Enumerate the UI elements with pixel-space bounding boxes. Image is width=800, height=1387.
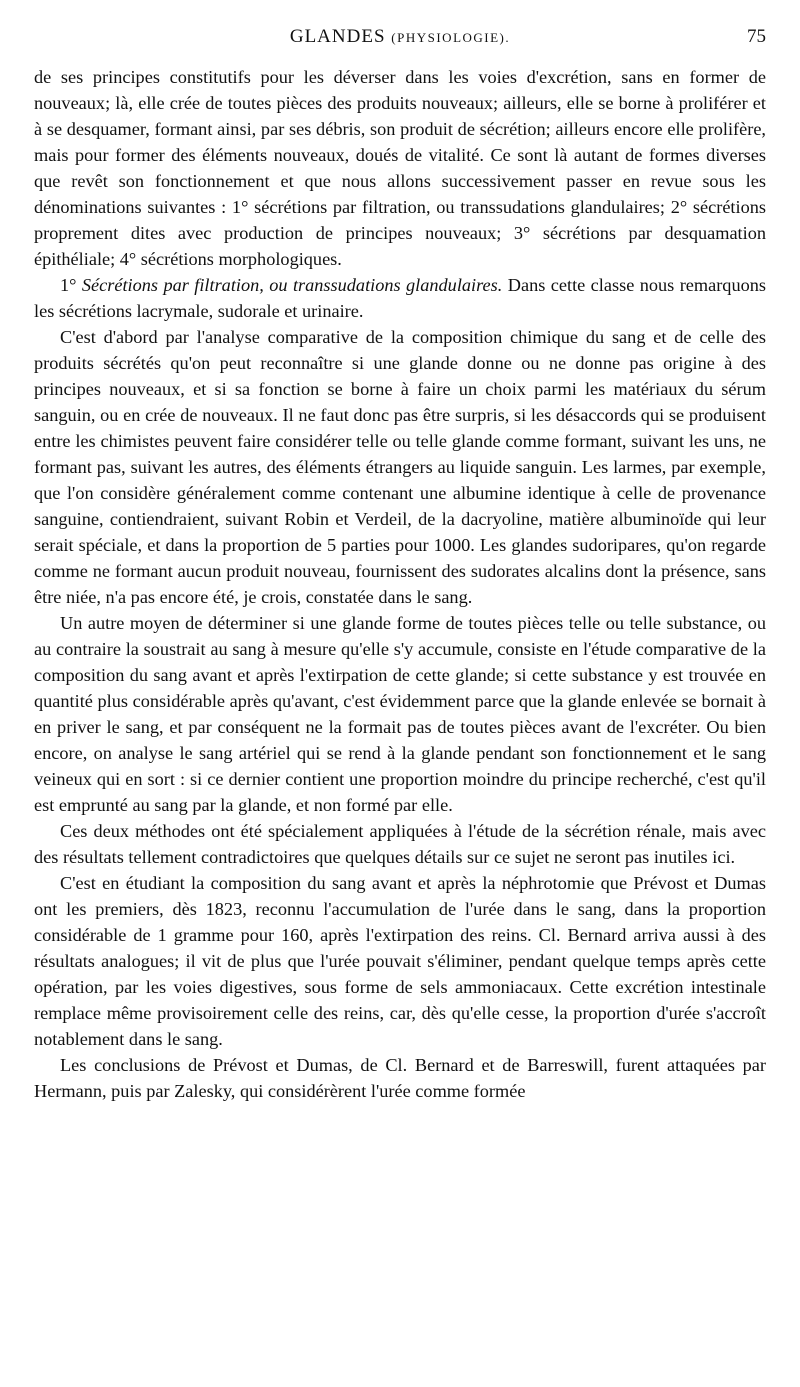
page-header	[34, 26, 766, 54]
paragraph-2	[34, 272, 766, 324]
page-number: 75	[747, 26, 766, 47]
paragraph-7: Les conclusions de Prévost et Dumas, de Cl. Bernard et de Barreswill, furent attaquées par Hermann, puis par Zalesky, qui considérèrent l'urée comme formée	[34, 1055, 766, 1101]
section-intro: Dans cette classe nous remarquons les sécrétions lacrymale, sudorale et urinaire.	[34, 275, 766, 321]
paragraph-1: de ses principes constitutifs pour les déverser dans les voies d'excrétion, sans en former de nouveaux; là, elle crée de toutes pièces des produits nouveaux; ailleurs, elle se borne à proliférer et à se desquamer, formant ainsi, par ses débris, son produit de sécrétion; ailleurs encore elle prolifère, mais pour former des éléments nouveaux, doués de vitalité. Ce sont là autant de formes diverses que revêt son fonctionnement et que nous allons successivement passer en revue sous les dénominations suivantes : 1° sécrétions par filtration, ou transsudations glandulaires; 2° sécrétions proprement dites avec production de principes nouveaux; 3° sécrétions par desquamation épithéliale; 4° sécrétions morphologiques.	[34, 67, 766, 269]
paragraph-5: Ces deux méthodes ont été spécialement appliquées à l'étude de la sécrétion rénale, mais avec des résultats tellement contradictoires que quelques détails sur ce sujet ne seront pas inutiles ici.	[34, 821, 766, 867]
paragraph-4: Un autre moyen de déterminer si une glande forme de toutes pièces telle ou telle substance, ou au contraire la soustrait au sang à mesure qu'elle s'y accumule, consiste en l'étude comparative de la composition du sang avant et après l'extirpation de cette glande; si cette substance y est trouvée en quantité plus considérable après qu'avant, c'est évidemment parce que la glande enlevée se bornait à en priver le sang, et par conséquent ne la formait pas de toutes pièces avant de l'excréter. Ou bien encore, on analyse le sang artériel qui se rend à la glande pendant son fonctionnement et le sang veineux qui en sort : si ce dernier contient une proportion moindre du principe recherché, c'est qu'il est emprunté au sang par la glande, et non formé par elle.	[34, 613, 766, 815]
section-heading: Sécrétions par filtration, ou transsudations glandulaires.	[81, 275, 503, 295]
running-title-subtitle: (PHYSIOLOGIE).	[391, 30, 511, 45]
section-number: 1°	[60, 275, 82, 295]
running-title-main: GLANDES	[289, 26, 386, 47]
body-text	[34, 64, 766, 1104]
paragraph-3: C'est d'abord par l'analyse comparative de la composition chimique du sang et de celle des produits sécrétés qu'on peut reconnaître si une glande donne ou ne donne pas origine à des principes nouveaux, et si sa fonction se borne à faire un choix parmi les matériaux du sérum sanguin, ou en crée de nouveaux. Il ne faut donc pas être surpris, si les désaccords qui se produisent entre les chimistes peuvent faire considérer telle ou telle glande comme formant, suivant les uns, ne formant pas, suivant les autres, des éléments étrangers au liquide sanguin. Les larmes, par exemple, que l'on considère généralement comme contenant une albumine identique à celle de provenance sanguine, contiendraient, suivant Robin et Verdeil, de la dacryoline, matière albuminoïde qui leur serait spéciale, et dans la proportion de 5 parties pour 1000. Les glandes sudoripares, qu'on regarde comme ne formant aucun produit nouveau, fournissent des sudorates alcalins dont la présence, sans être niée, n'a pas encore été, je crois, constatée dans le sang.	[34, 327, 766, 607]
running-title	[34, 26, 766, 48]
paragraph-6: C'est en étudiant la composition du sang avant et après la néphrotomie que Prévost et Dumas ont les premiers, dès 1823, reconnu l'accumulation de l'urée dans le sang, dans la proportion considérable de 1 gramme pour 160, après l'extirpation des reins. Cl. Bernard arriva aussi à des résultats analogues; il vit de plus que l'urée pouvait s'éliminer, pendant quelque temps après cette opération, par les voies digestives, sous forme de sels ammoniacaux. Cette excrétion intestinale remplace même provisoirement celle des reins, car, dès qu'elle cesse, la proportion d'urée s'accroît notablement dans le sang.	[34, 873, 766, 1049]
